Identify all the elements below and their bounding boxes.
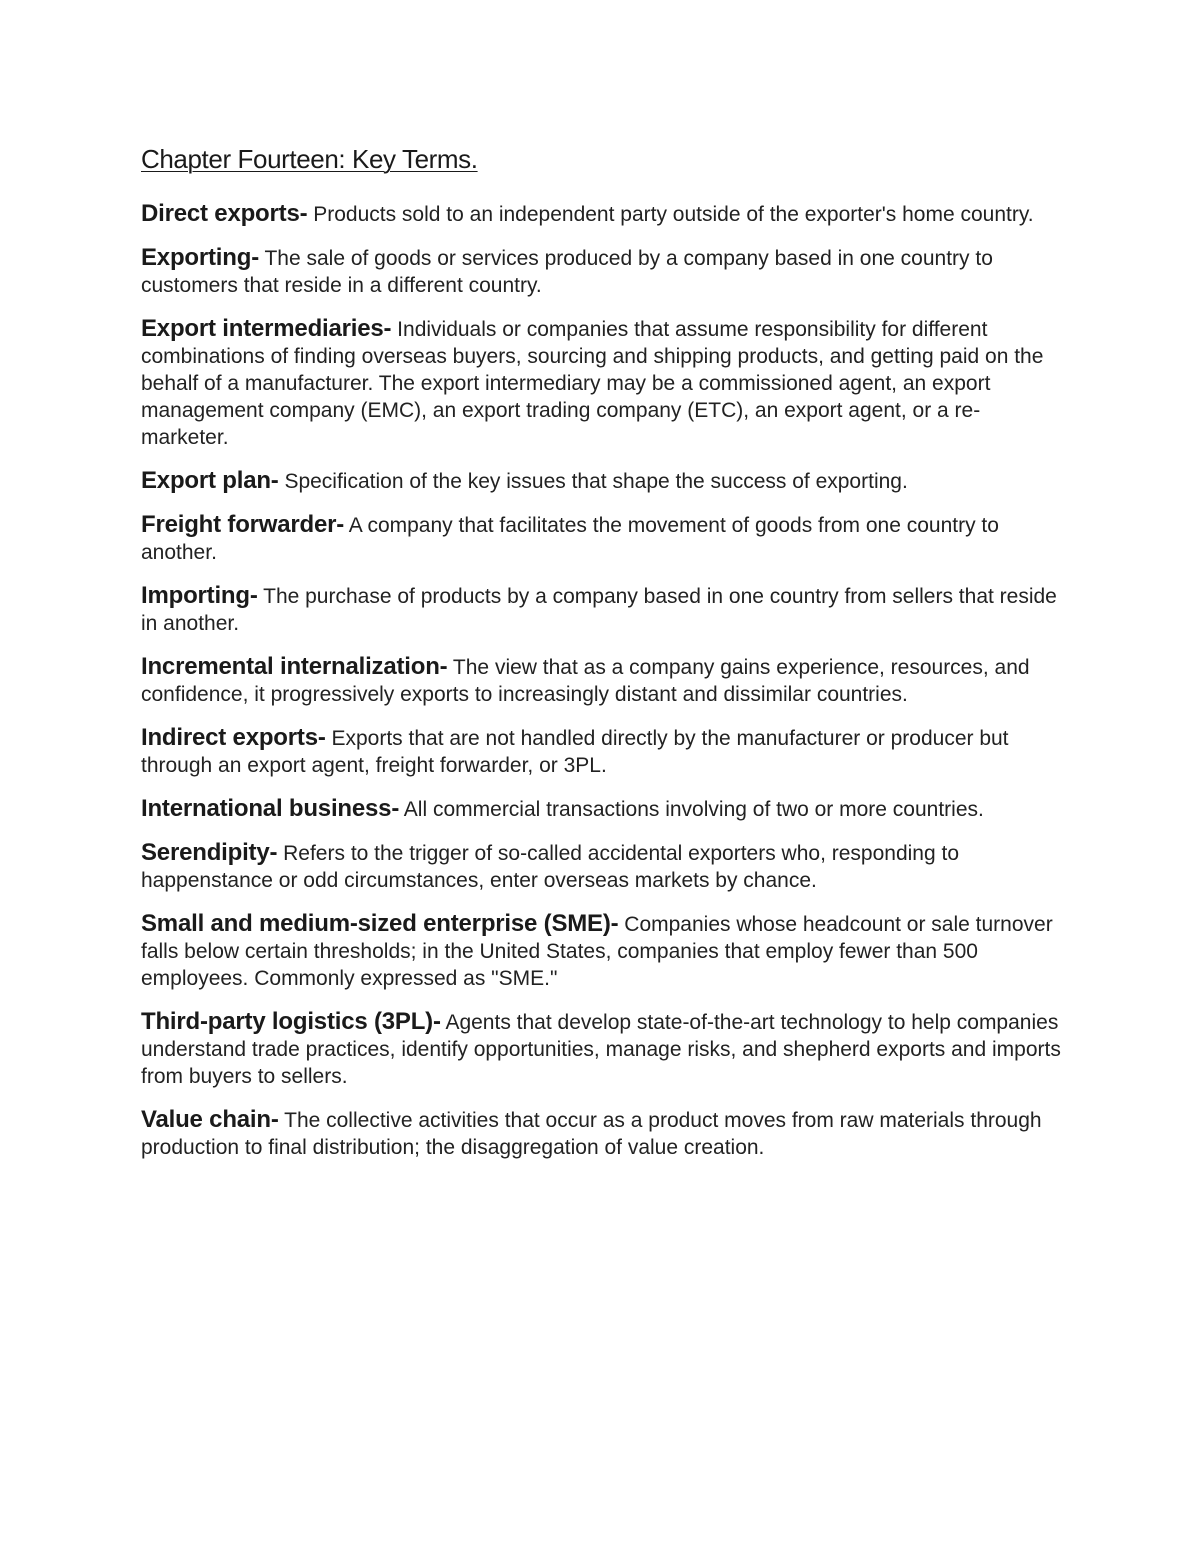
term-entry-international-business xyxy=(141,795,1066,823)
term-definition: Specification of the key issues that shape the success of exporting. xyxy=(278,470,908,493)
term-label: Export plan- xyxy=(141,467,279,494)
term-label: Importing- xyxy=(141,582,258,609)
term-entry-value-chain xyxy=(141,1106,1066,1161)
term-definition: The view that as a company gains experience, resources, and confidence, it progressively exports to increasingly distant and dissimilar countries. xyxy=(141,656,1030,706)
term-definition: All commercial transactions involving of two or more countries. xyxy=(399,798,984,821)
term-definition: Individuals or companies that assume responsibility for different combinations of finding overseas buyers, sourcing and shipping products, and getting paid on the behalf of a manufacturer. The export intermediary may be a commissioned agent, an export management company (EMC), an export trading company (ETC), an export agent, or a re- marketer. xyxy=(141,318,1044,449)
term-entry-sme xyxy=(141,910,1066,992)
term-label: Value chain- xyxy=(141,1106,279,1133)
term-label: Small and medium-sized enterprise (SME)- xyxy=(141,910,619,937)
term-entry-export-plan xyxy=(141,467,1066,495)
term-entry-serendipity xyxy=(141,839,1066,894)
page-title: Chapter Fourteen: Key Terms. xyxy=(141,144,478,174)
term-entry-third-party-logistics xyxy=(141,1008,1066,1090)
term-label: Indirect exports- xyxy=(141,724,326,751)
term-entry-export-intermediaries xyxy=(141,315,1066,451)
term-label: Direct exports- xyxy=(141,200,308,227)
term-definition: A company that facilitates the movement of goods from one country to another. xyxy=(141,514,999,564)
term-label: Export intermediaries- xyxy=(141,315,392,342)
term-entry-importing xyxy=(141,582,1066,637)
term-entry-direct-exports xyxy=(141,200,1066,228)
term-label: Third-party logistics (3PL)- xyxy=(141,1008,441,1035)
term-entry-incremental-internalization xyxy=(141,653,1066,708)
document-page xyxy=(141,142,1066,1177)
term-entry-indirect-exports xyxy=(141,724,1066,779)
term-label: Exporting- xyxy=(141,244,259,271)
term-definition: Companies whose headcount or sale turnover falls below certain thresholds; in the United States, companies that employ fewer than 500 employees. Commonly expressed as "SME." xyxy=(141,913,1053,990)
term-label: Incremental internalization- xyxy=(141,653,448,680)
term-label: International business- xyxy=(141,795,400,822)
term-entry-exporting xyxy=(141,244,1066,299)
term-definition: The collective activities that occur as a product moves from raw materials through production to final distribution; the disaggregation of value creation. xyxy=(141,1109,1042,1159)
term-label: Freight forwarder- xyxy=(141,511,345,538)
term-definition: Refers to the trigger of so-called accidental exporters who, responding to happenstance or odd circumstances, enter overseas markets by chance. xyxy=(141,842,959,892)
term-definition: Exports that are not handled directly by the manufacturer or producer but through an export agent, freight forwarder, or 3PL. xyxy=(141,727,1009,777)
term-definition: Products sold to an independent party outside of the exporter's home country. xyxy=(307,203,1034,226)
term-definition: Agents that develop state-of-the-art technology to help companies understand trade practices, identify opportunities, manage risks, and shepherd exports and imports from buyers to sellers. xyxy=(141,1011,1061,1088)
term-label: Serendipity- xyxy=(141,839,278,866)
term-definition: The sale of goods or services produced by a company based in one country to customers that reside in a different country. xyxy=(141,247,993,297)
term-entry-freight-forwarder xyxy=(141,511,1066,566)
term-definition: The purchase of products by a company based in one country from sellers that reside in another. xyxy=(141,585,1057,635)
